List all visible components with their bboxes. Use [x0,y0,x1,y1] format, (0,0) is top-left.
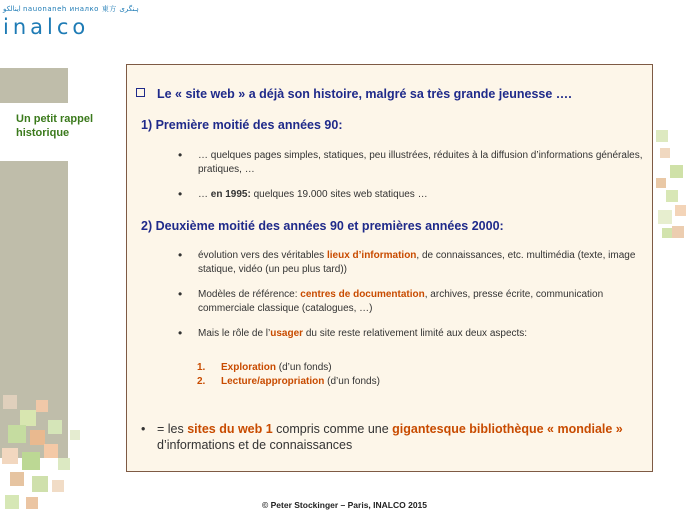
logo-name: inalco [3,15,90,39]
final-highlight-2: gigantesque bibliothèque « mondiale » [392,422,623,436]
list-item [178,149,644,177]
final-mid: compris comme une [272,422,393,436]
final-post: d’informations et de connaissances [157,438,353,452]
bullet-icon: • [141,422,146,436]
final-statement [141,421,652,453]
s2-b3-pre: Mais le rôle de l’ [198,328,271,339]
list-item [178,249,644,277]
s2-b1-highlight: lieux d’information [326,250,417,261]
section2-bullets [178,249,644,341]
headline [136,87,572,101]
s1-b1-text: … quelques pages simples, statiques, peu illustrées, réduites à la diffusion d’informations générales, pratiques, … [198,150,643,175]
list-item [178,188,644,202]
bullet-icon: • [178,248,183,262]
s2-b2-highlight: centres de documentation [300,289,425,300]
rappel-line2: historique [16,127,70,139]
n2-post: (d’un fonds) [324,376,380,387]
s2-b2-post: , archives, presse écrite, communication commerciale classique (catalogues, …) [198,289,604,314]
list-item [178,327,644,341]
s1-b2-pre: … [198,189,211,200]
list-item [178,288,644,316]
num-1: 1. [197,362,206,373]
numbered-item-1 [197,361,380,375]
content-panel [126,64,653,472]
n2-highlight: Lecture/appropriation [221,376,325,387]
bullet-icon: • [178,326,183,340]
bullet-icon: • [178,148,183,162]
rappel-line1: Un petit rappel [16,113,94,125]
s2-b2-pre: Modèles de référence: [198,289,301,300]
numbered-item-2 [197,375,380,389]
rappel-box [0,103,135,161]
s2-b3-highlight: usager [270,328,304,339]
s1-b2-bold: en 1995: [210,189,251,200]
inalco-logo [3,4,139,38]
numbered-list [197,361,380,389]
s2-b1-post: , de connaissances, etc. multimédia (texte, image statique, vidéo (un peu plus tard)) [198,250,636,275]
final-highlight-1: sites du web 1 [187,422,273,436]
section1-bullets [178,149,644,202]
section1-title: 1) Première moitié des années 90: [141,118,343,132]
rappel-label [16,112,93,140]
headline-text: Le « site web » a déjà son histoire, malgré sa très grande jeunesse …. [157,87,572,101]
logo-scripts: اینالکو nauonaneh иналко 東方 ہنگری [3,5,139,13]
n1-highlight: Exploration [221,362,277,373]
s1-b2-post: quelques 19.000 sites web statiques … [250,189,428,200]
final-pre: = les [157,422,188,436]
num-2: 2. [197,376,206,387]
n1-post: (d’un fonds) [276,362,332,373]
section2-title: 2) Deuxième moitié des années 90 et premières années 2000: [141,219,504,233]
s2-b3-post: du site reste relativement limité aux deux aspects: [303,328,528,339]
footer-copyright: © Peter Stockinger – Paris, INALCO 2015 [262,500,427,510]
s2-b1-pre: évolution vers des véritables [198,250,327,261]
bullet-icon: • [178,187,183,201]
checkbox-bullet-icon [136,88,145,97]
bullet-icon: • [178,287,183,301]
